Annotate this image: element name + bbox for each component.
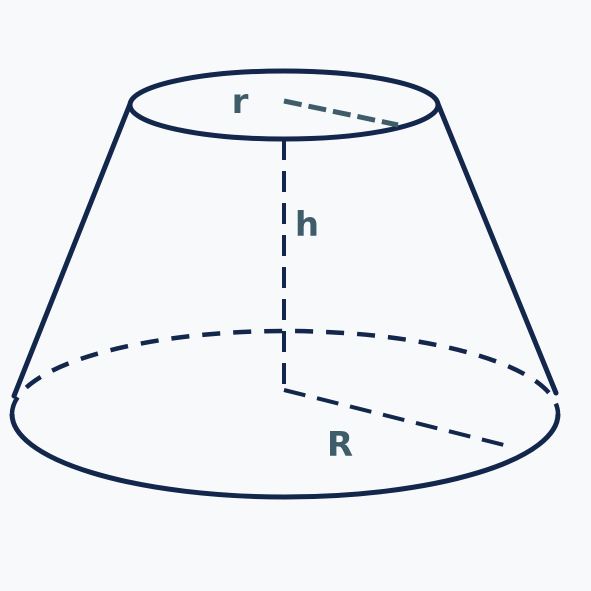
bottom-radius-line xyxy=(284,390,512,447)
bottom-base-visible-arc xyxy=(12,414,558,497)
left-slant-edge xyxy=(14,104,130,396)
top-radius-label: r xyxy=(231,82,249,122)
top-radius-line xyxy=(284,101,398,125)
height-label: h xyxy=(294,205,320,245)
bottom-radius-label: R xyxy=(326,425,354,465)
top-base-ellipse xyxy=(130,71,438,139)
